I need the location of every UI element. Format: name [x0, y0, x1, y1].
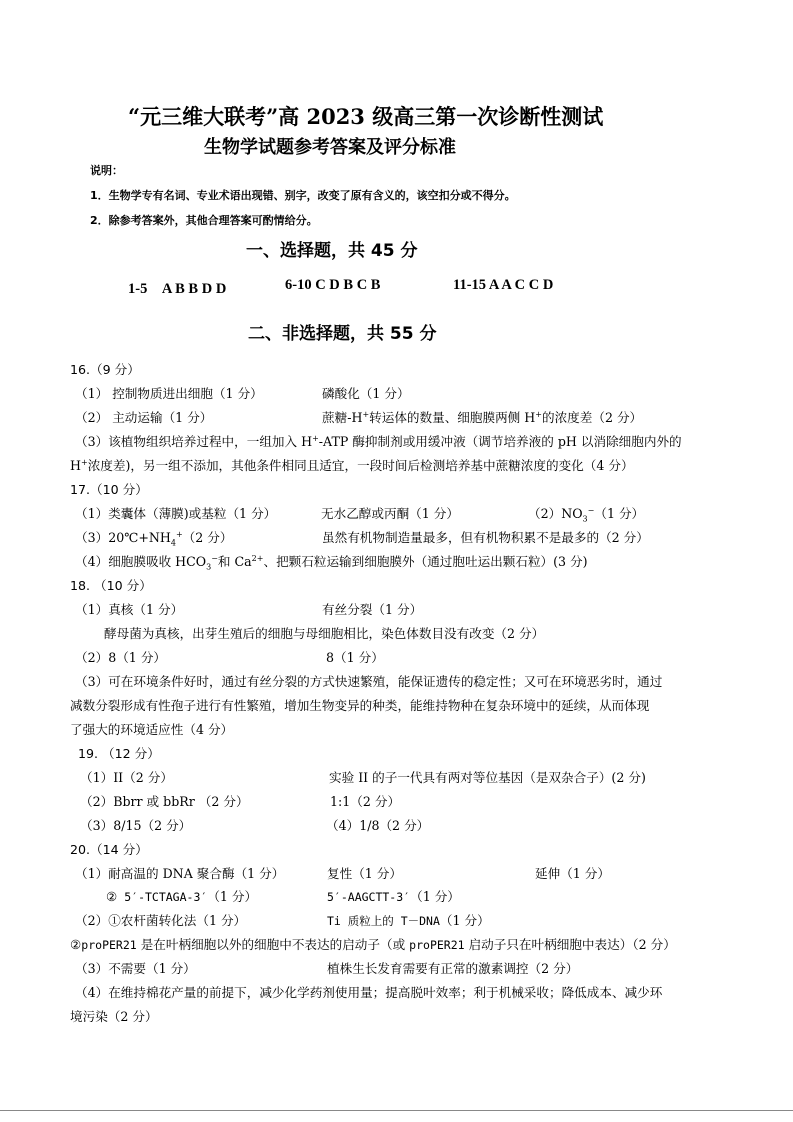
q19-line3-a: （3）8/15（2 分）	[80, 818, 192, 833]
section1-heading: 一、选择题，共 45 分	[246, 241, 418, 261]
q20-line5-b: 植株生长发育需要有正常的激素调控（2 分）	[327, 961, 579, 976]
answers-11-15: 11-15 A A C C D	[453, 277, 554, 293]
q17-line1-c: $(2)NO_3^-(1$ 分）	[528, 505, 645, 524]
q20-line3-b: Ti 质粒上的 T－DNA（1 分）	[327, 913, 490, 928]
q17-line2-b: 虽然有机物制造量最多，但有机物积累不是最多的（2 分）	[322, 530, 649, 545]
q16-line2-a: （2） 主动运输（1 分）	[75, 410, 213, 425]
q20-line6: （4）在维持棉花产量的前提下，减少化学药剂使用量；提高脱叶效率；利于机械采收；降低成本、减少环	[75, 985, 663, 1000]
q20-line7: 境污染（2 分）	[70, 1009, 158, 1024]
q20-line1-c: 延伸（1 分）	[535, 866, 610, 881]
section2-heading: 二、非选择题，共 55 分	[248, 324, 437, 344]
q17-line2-a: $(3)20℃+NH_4^+(2$ 分）	[75, 529, 233, 548]
q20-line2-a: ② 5′-TCTAGA-3′（1 分）	[106, 889, 258, 904]
q19-line2-a: （2）Bbrr 或 bbRr （2 分）	[80, 794, 249, 809]
q20-line1-a: （1）耐高温的 DNA 聚合酶（1 分）	[75, 866, 285, 881]
q18-line1-a: （1）真核（1 分）	[75, 602, 184, 617]
q18-line4: （3）可在环境条件好时，通过有丝分裂的方式快速繁殖，能保证遗传的稳定性；又可在环境恶劣时，通过	[75, 674, 663, 689]
q18-line1-b: 有丝分裂（1 分）	[322, 602, 423, 617]
page-bottom-rule	[0, 1110, 793, 1111]
q16-line4: H+浓度差)，另一组不添加，其他条件相同且适宜，一段时间后检测培养基中蔗糖浓度的变化（4 分）	[70, 457, 634, 473]
q20-heading: 20.（14 分）	[70, 842, 148, 857]
q18-heading: 18. （10 分）	[70, 578, 152, 593]
q19-line2-b: 1:1（2 分）	[330, 794, 401, 809]
q20-line3-a: （2）①农杆菌转化法（1 分）	[75, 913, 247, 928]
notes-label: 说明：	[90, 164, 123, 177]
q18-line6: 了强大的环境适应性（4 分）	[70, 722, 234, 737]
document-subtitle: 生物学试题参考答案及评分标准	[204, 137, 456, 158]
note-1: 1．生物学专有名词、专业术语出现错、别字，改变了原有含义的，该空扣分或不得分。	[90, 189, 516, 202]
q17-heading: 17.（10 分）	[70, 482, 148, 497]
q18-line3-a: （2）8（1 分）	[75, 650, 167, 665]
q19-line3-b: （4）1/8（2 分）	[326, 818, 430, 833]
q18-line3-b: 8（1 分）	[326, 650, 384, 665]
document-title: “元三维大联考”高 2023 级高三第一次诊断性测试	[128, 104, 604, 129]
q19-line1-b: 实验 II 的子一代具有两对等位基因（是双杂合子）(2 分)	[329, 770, 646, 785]
q20-line5-a: （3）不需要（1 分）	[75, 961, 196, 976]
q18-line2: 酵母菌为真核，出芽生殖后的细胞与母细胞相比，染色体数目没有改变（2 分）	[104, 626, 545, 641]
q17-line1-b: 无水乙醇或丙酮（1 分）	[321, 506, 459, 521]
q20-line2-b: 5′-AAGCTT-3′（1 分）	[327, 889, 460, 904]
q20-line4: ②proPER21 是在叶柄细胞以外的细胞中不表达的启动子（或 proPER21 启动子只在叶柄细胞中表达）（2 分）	[70, 937, 676, 952]
q19-heading: 19. （12 分）	[78, 746, 160, 761]
q20-line1-b: 复性（1 分）	[327, 866, 402, 881]
q16-line1-a: （1） 控制物质进出细胞（1 分）	[75, 386, 263, 401]
q16-heading: 16.（9 分）	[70, 362, 140, 377]
answers-6-10: 6-10 C D B C B	[285, 277, 381, 293]
q17-line3: （4）细胞膜吸收 $HCO_3^-$和 $Ca^{2+}$、把颗石粒运输到细胞膜外（通过胞吐运出颗石粒）(3 分)	[75, 553, 588, 572]
answers-1-5: 1-5 A B B D D	[128, 281, 227, 297]
q16-line2-b: 蔗糖-H+转运体的数量、细胞膜两侧 H+的浓度差（2 分）	[322, 409, 643, 425]
q18-line5: 减数分裂形成有性孢子进行有性繁殖，增加生物变异的种类，能维持物种在复杂环境中的延续，从而体现	[70, 698, 650, 713]
q16-line3: （3）该植物组织培养过程中，一组加入 H+-ATP 酶抑制剂或用缓冲液（调节培养液的 pH 以消除细胞内外的	[75, 433, 682, 449]
q19-line1-a: （1）II（2 分）	[80, 770, 173, 785]
note-2: 2．除参考答案外，其他合理答案可酌情给分。	[90, 214, 318, 227]
q16-line1-b: 磷酸化（1 分）	[322, 386, 410, 401]
q17-line1-a: （1）类囊体（薄膜)或基粒（1 分）	[75, 506, 277, 521]
